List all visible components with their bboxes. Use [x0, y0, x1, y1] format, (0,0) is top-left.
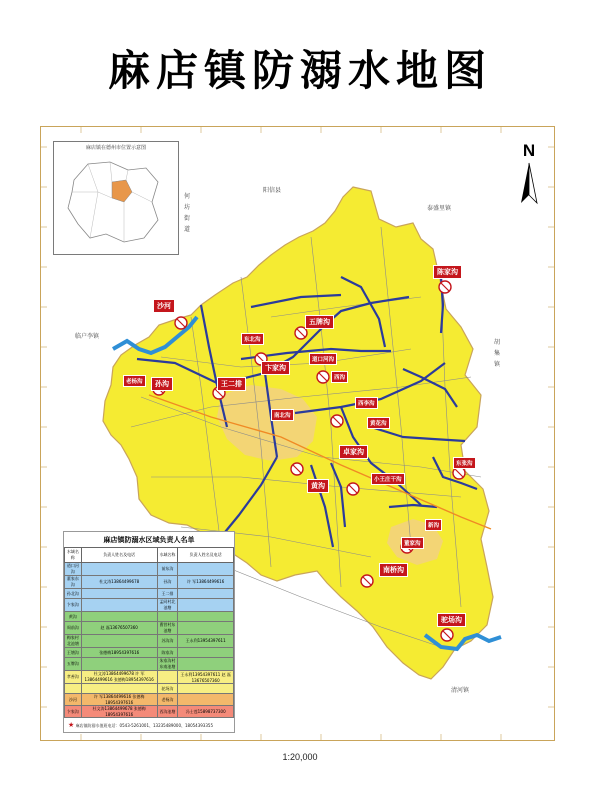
- cell: 孙沟: [157, 576, 178, 589]
- cell: 董家东沟: [65, 576, 82, 589]
- label-shahe: 沙河: [153, 299, 175, 313]
- label-laoyangou: 老杨沟: [123, 375, 146, 387]
- cell: [81, 563, 157, 576]
- cell: 王二排: [157, 589, 178, 599]
- place-jiulu: 临户李镇: [75, 333, 100, 340]
- map-title: 麻店镇防溺水地图: [107, 46, 492, 95]
- north-arrow-icon: [515, 141, 543, 211]
- cell: 曹营村东池塘: [157, 622, 178, 635]
- label-bujia: 卞家沟: [261, 361, 290, 375]
- no-swimming-icon: [291, 463, 303, 475]
- cell: [65, 684, 82, 694]
- legend-footnote: [64, 718, 234, 732]
- cell: [157, 671, 178, 684]
- label-xiaowang: 小王庄干沟: [371, 473, 405, 485]
- cell: 西沟池塘: [157, 706, 178, 718]
- place-hubei: 胡集镇: [493, 339, 500, 368]
- star-icon: ★: [68, 721, 75, 729]
- cell: 梅家村北池塘: [65, 635, 82, 648]
- cell: 许 军13864499616: [178, 576, 234, 589]
- scale-label: 1:20,000: [282, 752, 318, 762]
- cell: [178, 684, 234, 694]
- legend-title: 麻店镇防溺水区域负责人名单: [103, 535, 195, 544]
- cell: [178, 658, 234, 671]
- legend-header: 水域名称: [157, 548, 178, 563]
- table-row: [65, 684, 234, 694]
- table-row: [65, 599, 234, 612]
- cell: [178, 563, 234, 576]
- place-hekou: 何坊街道: [183, 193, 190, 233]
- cell: 孝善沟: [65, 671, 82, 684]
- table-row: [65, 694, 234, 706]
- cell: 杜文涛13864499678 张德梅18954397616: [81, 706, 157, 718]
- cell: 赵 磊13676507360: [81, 622, 157, 635]
- label-koukou: 道口河沟: [309, 353, 337, 365]
- cell: 朱家沟村东南池塘: [157, 658, 178, 671]
- cell: 道口河沟: [65, 563, 82, 576]
- place-yangxin: 阳信县: [263, 187, 282, 194]
- cell: 卞家沟: [65, 706, 82, 718]
- no-swimming-icon: [361, 575, 373, 587]
- table-row: [65, 706, 234, 718]
- cell: [157, 612, 178, 622]
- cell: 杜文涛13864499678: [81, 576, 157, 589]
- label-small6: 西沟: [331, 371, 348, 383]
- inset-title: 麻店镇在德州市位置示意图: [85, 145, 146, 151]
- legend-header-row: [65, 548, 234, 563]
- label-chenjia: 陈家沟: [433, 265, 462, 279]
- inset-canvas: [54, 142, 178, 254]
- cell: 张德梅18954397616: [81, 648, 157, 658]
- label-nanqiao: 南桥沟: [379, 563, 408, 577]
- cell: 黄沟: [65, 612, 82, 622]
- label-xili: 西李沟: [355, 397, 378, 409]
- cell: [81, 658, 157, 671]
- place-taixiang: 泰盛里镇: [427, 205, 452, 212]
- label-small5: 董家沟: [401, 537, 424, 549]
- cell: 老杨沟: [157, 694, 178, 706]
- cell: [81, 589, 157, 599]
- label-wulougou: 五牌沟: [305, 315, 334, 329]
- cell: [81, 684, 157, 694]
- cell: [81, 635, 157, 648]
- cell: [81, 599, 157, 612]
- legend-header: 负责人姓名及电话: [81, 548, 157, 563]
- cell: 陈家沟: [157, 648, 178, 658]
- legend-table: [64, 547, 234, 718]
- cell: [178, 589, 234, 599]
- cell: [178, 622, 234, 635]
- label-wangerpai: 王二排: [217, 377, 246, 391]
- table-row: [65, 648, 234, 658]
- table-row: [65, 622, 234, 635]
- label-huanggou: 黄沟: [307, 479, 329, 493]
- cell: 王永利13954397611: [178, 635, 234, 648]
- cell: 卞家沟: [65, 599, 82, 612]
- cell: 许 军13864499616 张德梅18954397616: [81, 694, 157, 706]
- label-tuochang: 驼场沟: [437, 613, 466, 627]
- no-swimming-icon: [317, 371, 329, 383]
- label-small3: 东北沟: [241, 333, 264, 345]
- cell: 苏沟沟: [157, 635, 178, 648]
- cell: 孙北沟: [65, 589, 82, 599]
- no-swimming-icon: [439, 281, 451, 293]
- cell: 王塘沟: [65, 648, 82, 658]
- cell: [81, 612, 157, 622]
- place-qinghe: 清河镇: [451, 687, 470, 694]
- cell: 王永利13954397611 赵 磊13676507360: [178, 671, 234, 684]
- cell: 沙河: [65, 694, 82, 706]
- legend-header: 水域名称: [65, 548, 82, 563]
- responsibility-legend: [63, 531, 235, 733]
- inset-map: [53, 141, 179, 255]
- no-swimming-icon: [331, 415, 343, 427]
- legend-header: 负责人姓名及电话: [178, 548, 234, 563]
- cell: 驼场沟: [157, 684, 178, 694]
- no-swimming-icon: [175, 317, 187, 329]
- no-swimming-icon: [347, 483, 359, 495]
- footnote-text: 麻店镇防溺水值班电话：0543-5261001、13235489000、18054393355: [75, 723, 213, 728]
- label-dongzhang: 东张沟: [453, 457, 476, 469]
- cell: [178, 599, 234, 612]
- table-row: [65, 576, 234, 589]
- table-row: [65, 658, 234, 671]
- north-label: N: [522, 141, 536, 160]
- table-row: [65, 671, 234, 684]
- cell: 冯士莲15898737300: [178, 706, 234, 718]
- cell: 周前沟: [65, 622, 82, 635]
- cell: 五牌沟: [65, 658, 82, 671]
- label-sunjia: 孙沟: [151, 377, 173, 391]
- cell: [178, 694, 234, 706]
- cell: 孟同村北池塘: [157, 599, 178, 612]
- label-small4: 新沟: [425, 519, 442, 531]
- label-small1: 黄花沟: [367, 417, 390, 429]
- cell: 前东沟: [157, 563, 178, 576]
- cell: 杜文涛13864499678 许 军13864499616 张德梅18954397616: [81, 671, 157, 684]
- label-zhuojia: 卓家沟: [339, 445, 368, 459]
- no-swimming-icon: [441, 629, 453, 641]
- label-small2: 南北沟: [271, 409, 294, 421]
- table-row: [65, 563, 234, 576]
- table-row: [65, 635, 234, 648]
- cell: [178, 648, 234, 658]
- cell: [178, 612, 234, 622]
- map-frame: [40, 126, 555, 741]
- table-row: [65, 589, 234, 599]
- table-row: [65, 612, 234, 622]
